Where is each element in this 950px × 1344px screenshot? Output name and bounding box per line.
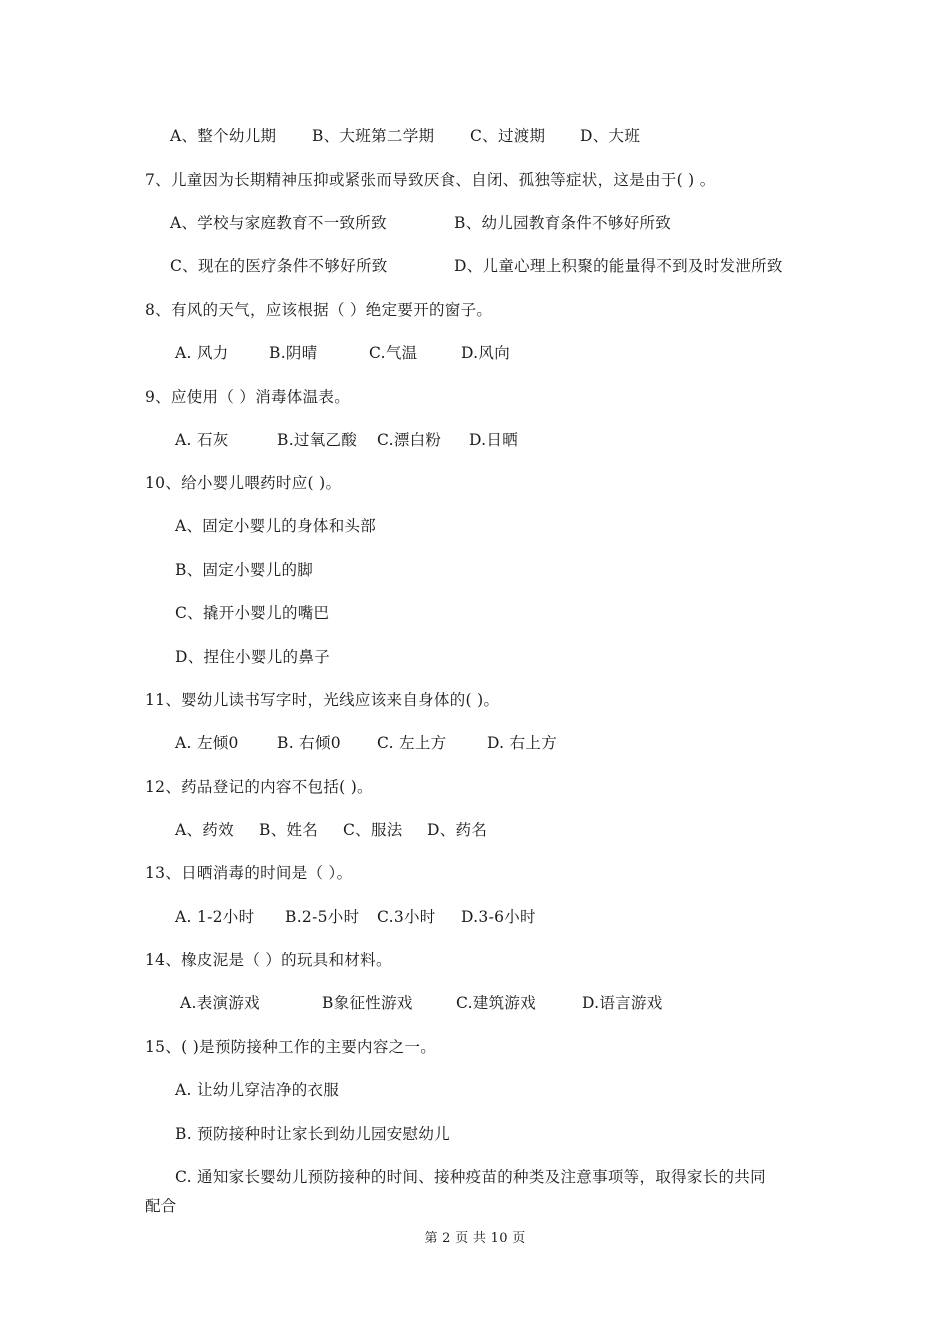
- q15-option-a: A. 让幼儿穿洁净的衣服: [175, 1081, 340, 1099]
- q11-option-d: D. 右上方: [487, 734, 558, 752]
- q9-option-a: A. 石灰: [175, 431, 229, 449]
- q6-option-a: A、整个幼儿期: [170, 127, 277, 145]
- q13-option-b: B.2-5小时: [285, 908, 360, 926]
- q7-option-b: B、幼儿园教育条件不够好所致: [454, 214, 672, 232]
- q11-option-a: A. 左倾0: [175, 734, 239, 752]
- q15-option-c-continued: 配合: [145, 1197, 177, 1215]
- q11-question: 11、婴幼儿读书写字时，光线应该来自身体的( )。: [145, 691, 500, 709]
- q13-option-a: A. 1-2小时: [175, 908, 255, 926]
- q8-option-c: C.气温: [369, 344, 418, 362]
- q14-option-d: D.语言游戏: [582, 994, 663, 1012]
- q14-question: 14、橡皮泥是（ ）的玩具和材料。: [145, 951, 392, 969]
- q12-option-a: A、药效: [175, 821, 234, 839]
- q12-options: [175, 820, 775, 840]
- q9-option-c: C.漂白粉: [377, 431, 442, 449]
- q8-option-b: B.阴晴: [269, 344, 318, 362]
- q15-option-c: C. 通知家长婴幼儿预防接种的时间、接种疫苗的种类及注意事项等，取得家长的共同: [175, 1168, 766, 1186]
- q7-question: 7、儿童因为长期精神压抑或紧张而导致厌食、自闭、孤独等症状，这是由于( ) 。: [145, 171, 716, 189]
- q11-option-b: B. 右倾0: [277, 734, 341, 752]
- q8-question: 8、有风的天气，应该根据（ ）绝定要开的窗子。: [145, 301, 493, 319]
- page-footer: 第 2 页 共 10 页: [424, 1231, 526, 1246]
- q7-option-c: C、现在的医疗条件不够好所致: [170, 257, 388, 275]
- q10-option-d: D、捏住小婴儿的鼻子: [175, 648, 330, 666]
- q13-question: 13、日晒消毒的时间是（ ）。: [145, 864, 353, 882]
- q12-option-c: C、服法: [343, 821, 403, 839]
- q8-option-d: D.风向: [461, 344, 511, 362]
- q12-option-d: D、药名: [427, 821, 488, 839]
- q11-options: [175, 733, 775, 753]
- q13-option-c: C.3小时: [377, 908, 436, 926]
- q8-option-a: A. 风力: [175, 344, 229, 362]
- q10-question: 10、给小婴儿喂药时应( )。: [145, 474, 342, 492]
- q8-options: [175, 343, 775, 363]
- q14-options: [180, 993, 780, 1013]
- q12-question: 12、药品登记的内容不包括( )。: [145, 778, 373, 796]
- q6-option-d: D、大班: [580, 127, 641, 145]
- q10-option-a: A、固定小婴儿的身体和头部: [175, 517, 377, 535]
- q9-question: 9、应使用（ ）消毒体温表。: [145, 388, 350, 406]
- q13-option-d: D.3-6小时: [461, 908, 536, 926]
- q10-option-b: B、固定小婴儿的脚: [175, 561, 314, 579]
- q6-options: [170, 126, 870, 146]
- q14-option-b: B象征性游戏: [322, 994, 413, 1012]
- q14-option-c: C.建筑游戏: [456, 994, 537, 1012]
- q10-option-c: C、撬开小婴儿的嘴巴: [175, 604, 330, 622]
- q9-option-b: B.过氧乙酸: [277, 431, 358, 449]
- q7-option-a: A、学校与家庭教育不一致所致: [170, 214, 387, 232]
- q12-option-b: B、姓名: [259, 821, 319, 839]
- q6-option-b: B、大班第二学期: [312, 127, 435, 145]
- q11-option-c: C. 左上方: [377, 734, 447, 752]
- q7-options-row1: [170, 213, 870, 233]
- q9-option-d: D.日晒: [469, 431, 519, 449]
- q7-option-d: D、儿童心理上积聚的能量得不到及时发泄所致: [454, 257, 783, 275]
- q6-option-c: C、过渡期: [470, 127, 546, 145]
- q15-option-b: B. 预防接种时让家长到幼儿园安慰幼儿: [175, 1125, 450, 1143]
- q14-option-a: A.表演游戏: [180, 994, 260, 1012]
- q7-options-row2: [170, 256, 870, 276]
- q15-question: 15、( )是预防接种工作的主要内容之一。: [145, 1038, 437, 1056]
- q13-options: [175, 907, 775, 927]
- q9-options: [175, 430, 775, 450]
